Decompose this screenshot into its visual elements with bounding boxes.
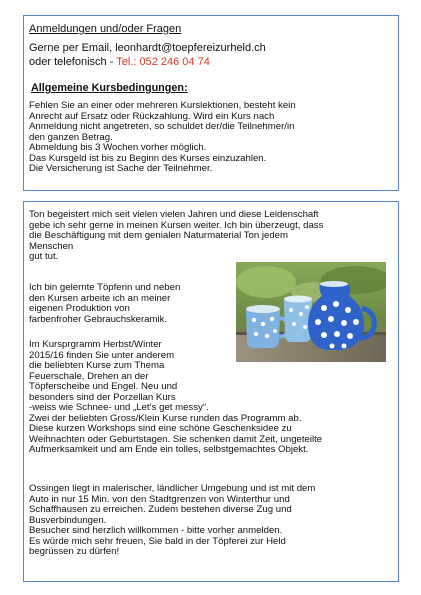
registration-heading: Anmeldungen und/oder Fragen	[29, 23, 182, 35]
conditions-line: Abmeldung bis 3 Wochen vorher möglich.	[29, 142, 207, 153]
location-line: begrüssen zu dürfen!	[29, 546, 120, 557]
conditions-line: Die Versicherung ist Sache der Teilnehmer.	[29, 163, 213, 174]
program-line: 2015/16 finden Sie unter anderem	[29, 349, 175, 361]
about-text	[29, 283, 180, 325]
location-line: Schaffhausen zu erreichen. Zudem bestehen diverse Zug und	[29, 504, 292, 515]
program-line: besonders sind der Porzellan Kurs	[29, 391, 176, 403]
program-line: Feuerschale, Drehen an der	[29, 370, 149, 382]
conditions-line: Anmeldung nicht angetreten, so schuldet der/die Teilnehmer/in	[29, 121, 295, 132]
pottery-photo	[236, 262, 386, 362]
location-text	[29, 484, 315, 558]
program-line: Diese kurzen Workshops sind eine schöne Geschenksidee zu	[29, 423, 292, 434]
program-line: Töpferscheibe und Engel. Neu und	[29, 381, 178, 392]
program-line: die beliebten Kurse zum Thema	[29, 360, 165, 371]
about-line: den Kursen arbeite ich an meiner	[29, 292, 171, 304]
conditions-line: den ganzen Betrag.	[29, 131, 113, 143]
conditions-line: Das Kursgeld ist bis zu Beginn des Kurses einzuzahlen.	[29, 152, 267, 164]
program-line: Weihnachten oder Geburtstagen. Sie schenken damit Zeit, ungeteilte	[29, 433, 323, 445]
location-line: Auto in nur 15 Min. von den Stadtgrenzen von Winterthur und	[29, 493, 290, 505]
conditions-text	[29, 101, 296, 175]
location-line: Ossingen liegt in malerischer, ländlicher Umgebung und ist mit dem	[29, 483, 316, 494]
location-line: Es würde mich sehr freuen, Sie bald in der Töpferei zur Held	[29, 535, 286, 547]
program-line: Im Kursprgramm Herbst/Winter	[29, 339, 162, 350]
conditions-line: Fehlen Sie an einer oder mehreren Kurslektionen, besteht kein	[29, 100, 296, 111]
location-line: Busverbindungen.	[29, 514, 107, 526]
email-line: Gerne per Email, leonhardt@toepfereizurheld.ch	[29, 42, 266, 54]
intro-text	[29, 210, 323, 263]
intro-line: Ton begeistert mich seit vielen vielen Jahren und diese Leidenschaft	[29, 209, 319, 220]
phone-prefix: oder telefonisch -	[29, 56, 117, 68]
about-line: farbenfroher Gebrauchskeramik.	[29, 313, 168, 325]
about-line: Ich bin gelernte Töpferin und neben	[29, 282, 181, 293]
location-line: Besucher sind herzlich willkommen - bitte vorher anmelden.	[29, 525, 283, 536]
middle-cup	[284, 296, 312, 343]
conditions-line: Anrecht auf Ersatz oder Rückzahlung. Wird ein Kurs nach	[29, 110, 275, 122]
about-line: eigenen Produktion von	[29, 303, 130, 314]
phone-number: Tel.: 052 246 04 74	[116, 56, 210, 68]
intro-line: gut tut.	[29, 251, 59, 262]
program-line: -weiss wie Schnee- und „Let‘s get messy“.	[29, 402, 209, 413]
conditions-heading: Allgemeine Kursbedingungen:	[31, 82, 188, 94]
phone-line	[29, 57, 210, 68]
intro-line: Menschen	[29, 240, 74, 252]
intro-line: gebe ich sehr gerne in meinen Kursen weiter. Ich bin überzeugt, dass	[29, 219, 324, 231]
intro-line: die Beschäftigung mit dem genialen Naturmaterial Ton jedem	[29, 230, 288, 241]
program-line: Zwei der beliebten Gross/Klein Kurse runden das Programm ab.	[29, 412, 302, 424]
program-line: Aufmerksamkeit und am Ende ein tolles, selbstgemachtes Objekt.	[29, 444, 309, 455]
